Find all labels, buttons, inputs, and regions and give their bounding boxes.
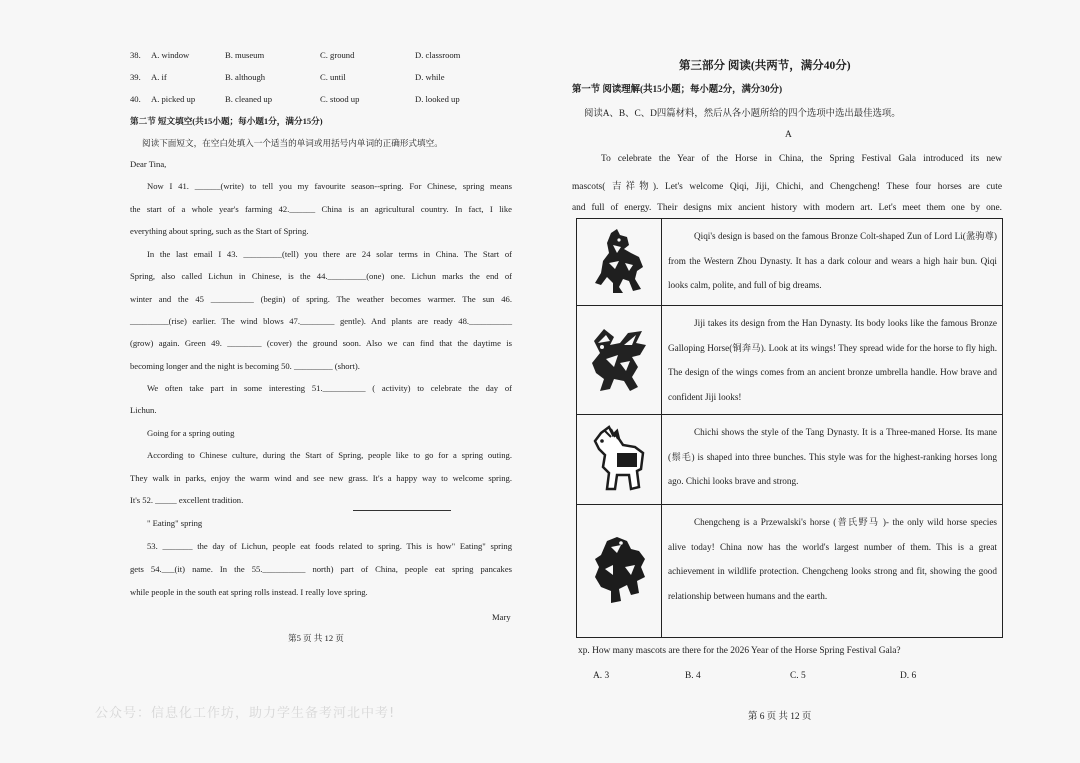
mascot-chengcheng-text: Chengcheng is a Przewalski's horse (普氏野马 )- the only wild horse species alive today! China now has the world's largest number of them. This is a great achievement in wildlife protection. Chengcheng looks strong and fit, showing the good relationship between humans and the earth. — [668, 517, 997, 601]
intro-line-1: To celebrate the Year of the Horse in China, the Spring Festival Gala introduced its new — [601, 154, 1002, 164]
letter-line-4: In the last email I 43. _________(tell) you there are 24 solar terms in China. The Start of — [147, 249, 512, 259]
question-text: xp. How many mascots are there for the 2026 Year of the Horse Spring Festival Gala? — [578, 646, 901, 656]
letter-line-19: while people in the south eat spring rolls instead. I really love spring. — [130, 587, 368, 597]
q38-option-c: C. ground — [320, 50, 355, 60]
q39-option-b: B. although — [225, 72, 266, 82]
letter-line-18: gets 54.___(it) name. In the 55.__________ north) part of China, people eat spring pancakes — [130, 564, 512, 574]
q39-number: 39. — [130, 72, 141, 82]
mascot-row-qiqi — [577, 219, 1003, 306]
page-number-left: 第5 页 共 12 页 — [288, 633, 344, 643]
letter-line-13: According to Chinese culture, during the Start of Spring, people like to go for a spring outing. — [147, 450, 512, 460]
letter-line-2: the start of a whole year's farming 42.______ China is an agricultural country. In fact, I like — [130, 204, 512, 214]
letter-line-3: everything about spring, such as the Start of Spring. — [130, 226, 309, 236]
mascot-image-cell — [577, 505, 662, 638]
mascot-jiji-text: Jiji takes its design from the Han Dynasty. Its body looks like the famous Bronze Galloping Horse(铜奔马). Look at its wings! They spread wide for the horse to fly high. The design of the wings comes from an ancient bronze umbrella handle. How brave and confident Jiji looks! — [668, 318, 997, 402]
mascot-text-cell — [662, 306, 1003, 415]
mascot-image-cell — [577, 306, 662, 415]
q40-option-b: B. cleaned up — [225, 94, 273, 104]
q40-option-a: A. picked up — [151, 94, 196, 104]
right-page — [540, 0, 1080, 763]
mascot-row-chengcheng — [577, 505, 1003, 638]
letter-line-7: _________(rise) earlier. The wind blows 47.________ gentle). And plants are ready 48.__________ — [130, 316, 512, 326]
answer-line — [353, 510, 451, 511]
intro-line-3: and full of energy. Their designs mix ancient history with modern art. Let's meet them one by one. — [572, 203, 1002, 213]
letter-line-11: Lichun. — [130, 405, 157, 415]
watermark-text: 公众号：信息化工作坊，助力学生备考河北中考! — [95, 706, 396, 721]
letter-line-8: (grow) again. Green 49. ________ (cover) the ground soon. Also we can find that the daytime is — [130, 338, 512, 348]
mascot-table — [576, 218, 1003, 638]
letter-line-10: We often take part in some interesting 51.__________ ( activity) to celebrate the day of — [147, 383, 512, 393]
mascot-row-chichi — [577, 415, 1003, 505]
section-heading-cloze: 第二节 短文填空(共15小题；每小题1分，满分15分) — [130, 116, 323, 126]
horse-qiqi-icon — [589, 227, 649, 297]
letter-line-6: winter and the 45 __________ (begin) of spring. The weather becomes warmer. The sun 46. — [130, 294, 512, 304]
mascot-chichi-text: Chichi shows the style of the Tang Dynasty. It is a Three-maned Horse. Its mane (鬃毛) is shaped into three bunches. This style was for the highest-ranking horses long ago. Chichi looks brave and strong. — [668, 427, 997, 486]
mascot-image-cell — [577, 219, 662, 306]
subheading-spring-outing: Going for a spring outing — [147, 428, 235, 438]
letter-line-9: becoming longer and the night is becoming 50. _________ (short). — [130, 361, 360, 371]
q38-number: 38. — [130, 50, 141, 60]
letter-line-1: Now I 41. ______(write) to tell you my favourite season--spring. For Chinese, spring means — [147, 181, 512, 191]
choice-b[interactable]: B. 4 — [685, 671, 701, 681]
cloze-instruction: 阅读下面短文，在空白处填入一个适当的单词或用括号内单词的正确形式填空。 — [142, 138, 443, 148]
q38-option-a: A. window — [151, 50, 190, 60]
mascot-text-cell — [662, 219, 1003, 306]
reading-instruction: 阅读A、B、C、D四篇材料，然后从各小题所给的四个选项中选出最佳选项。 — [584, 109, 901, 119]
choice-c[interactable]: C. 5 — [790, 671, 806, 681]
letter-line-17: 53. _______ the day of Lichun, people eat foods related to spring. This is how" Eating" spring — [147, 541, 512, 551]
q39-option-a: A. if — [151, 72, 167, 82]
letter-line-15: It's 52. _____ excellent tradition. — [130, 495, 244, 505]
mascot-row-jiji — [577, 306, 1003, 415]
letter-line-14: They walk in parks, enjoy the warm wind and see new grass. It's a happy way to welcome spring. — [130, 473, 512, 483]
horse-jiji-icon — [584, 323, 654, 397]
intro-line-2: mascots( 吉祥物). Let's welcome Qiqi, Jiji, Chichi, and Chengcheng! These four horses are cute — [572, 182, 1002, 192]
mascot-text-cell — [662, 415, 1003, 505]
choice-d[interactable]: D. 6 — [900, 671, 917, 681]
choice-a[interactable]: A. 3 — [593, 671, 610, 681]
horse-chichi-icon — [587, 423, 651, 497]
mascot-image-cell — [577, 415, 662, 505]
letter-signature: Mary — [492, 612, 511, 622]
passage-label: A — [785, 130, 792, 140]
mascot-qiqi-text: Qiqi's design is based on the famous Bronze Colt-shaped Zun of Lord Li(盠驹尊) from the Western Zhou Dynasty. It has a dark colour and wears a high hair bun. Qiqi looks calm, polite, and full of big dreams. — [668, 231, 997, 290]
q39-option-c: C. until — [320, 72, 346, 82]
horse-chengcheng-icon — [587, 533, 651, 609]
letter-line-5: Spring, also called Lichun in Chinese, is the 44._________(one) one. Lichun marks the end of — [130, 271, 512, 281]
q40-option-d: D. looked up — [415, 94, 460, 104]
subheading-eating-spring: " Eating" spring — [147, 518, 203, 528]
page-number-right: 第 6 页 共 12 页 — [748, 712, 812, 722]
q38-option-d: D. classroom — [415, 50, 461, 60]
q39-option-d: D. while — [415, 72, 445, 82]
part-title: 第三部分 阅读(共两节，满分40分) — [679, 60, 851, 72]
mascot-text-cell — [662, 505, 1003, 638]
section-heading-reading: 第一节 阅读理解(共15小题；每小题2分，满分30分) — [572, 85, 783, 95]
letter-greeting: Dear Tina, — [130, 159, 167, 169]
q38-option-b: B. museum — [225, 50, 265, 60]
q40-number: 40. — [130, 94, 141, 104]
q40-option-c: C. stood up — [320, 94, 360, 104]
